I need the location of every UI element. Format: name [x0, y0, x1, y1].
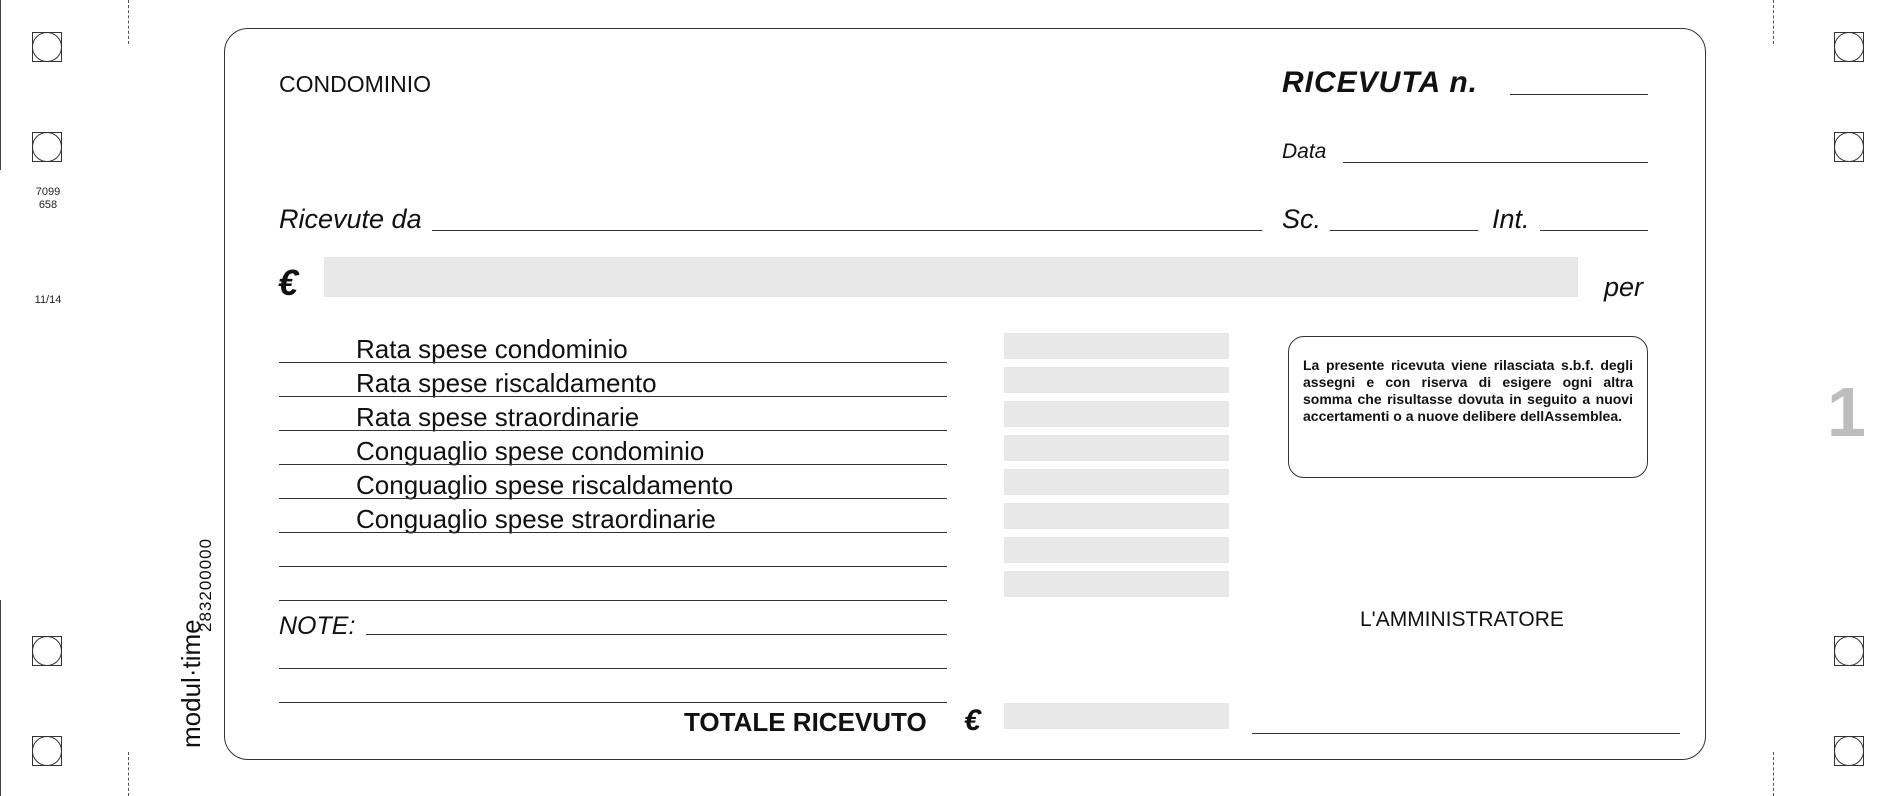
item-line: [279, 464, 947, 465]
receipt-title: RICEVUTA n.: [1282, 66, 1478, 99]
punch-hole-icon: [32, 736, 62, 766]
tear-line-left-bottom: [128, 752, 129, 796]
legal-notice-text: La presente ricevuta viene rilasciata s.b.f. degli assegni e con riserva di esigere ogni altra somma che risultasse dovuta in seguito a nuovi accertamenti o a nuove delibere dellAssemblea.: [1303, 357, 1633, 424]
received-from-field[interactable]: [432, 230, 1262, 231]
date-field[interactable]: [1343, 162, 1648, 163]
item-line-blank[interactable]: [279, 600, 947, 601]
total-label: TOTALE RICEVUTO: [684, 707, 927, 737]
item-line: [279, 362, 947, 363]
amount-box[interactable]: [1004, 367, 1229, 393]
left-edge-line: [0, 0, 1, 170]
receipt-number-field[interactable]: [1510, 94, 1648, 95]
item-label: Rata spese condominio: [356, 334, 628, 364]
sc-label: Sc.: [1282, 204, 1322, 234]
item-line: [279, 532, 947, 533]
punch-hole-icon: [1834, 636, 1864, 666]
notes-line[interactable]: [279, 668, 947, 669]
notes-field[interactable]: [366, 634, 947, 635]
item-line-blank[interactable]: [279, 566, 947, 567]
euro-symbol: €: [278, 262, 299, 303]
tear-line-right-top: [1773, 0, 1774, 44]
left-edge-line-bottom: [0, 600, 1, 796]
serial-number: 283200000: [196, 537, 215, 632]
notes-label: NOTE:: [279, 612, 356, 640]
amount-box[interactable]: [1004, 469, 1229, 495]
date-code: 11/14: [34, 294, 62, 306]
item-line: [279, 396, 947, 397]
item-line: [279, 498, 947, 499]
notes-line[interactable]: [279, 702, 947, 703]
item-line: [279, 430, 947, 431]
administrator-label: L'AMMINISTRATORE: [1360, 608, 1564, 631]
copy-number: 1: [1827, 373, 1866, 451]
amount-box[interactable]: [1004, 503, 1229, 529]
tear-line-right-bottom: [1773, 752, 1774, 796]
item-label: Conguaglio spese straordinarie: [356, 504, 716, 534]
form-code-top: 7099: [35, 186, 61, 198]
punch-hole-icon: [1834, 32, 1864, 62]
form-code: [28, 186, 68, 212]
punch-hole-icon: [32, 32, 62, 62]
legal-notice: [1288, 336, 1648, 478]
amount-box[interactable]: [1004, 571, 1229, 597]
item-label: Conguaglio spese condominio: [356, 436, 705, 466]
amount-box[interactable]: [1004, 435, 1229, 461]
punch-hole-icon: [1834, 736, 1864, 766]
total-euro-symbol: €: [964, 704, 981, 737]
total-amount-field[interactable]: [1004, 703, 1229, 729]
punch-hole-icon: [32, 132, 62, 162]
int-field[interactable]: [1540, 230, 1648, 231]
form-code-bottom: 658: [38, 199, 58, 211]
amount-box[interactable]: [1004, 333, 1229, 359]
brand-logo: modul·time: [176, 619, 206, 748]
tear-line-left-top: [128, 0, 129, 44]
punch-hole-icon: [1834, 132, 1864, 162]
sc-field[interactable]: [1330, 230, 1478, 231]
amount-box[interactable]: [1004, 401, 1229, 427]
administrator-signature-line[interactable]: [1252, 733, 1680, 734]
condominio-label: CONDOMINIO: [279, 71, 432, 97]
date-label: Data: [1282, 140, 1327, 163]
amount-in-words-field[interactable]: [324, 257, 1578, 297]
punch-hole-icon: [32, 636, 62, 666]
item-label: Rata spese riscaldamento: [356, 368, 657, 398]
item-label: Conguaglio spese riscaldamento: [356, 470, 734, 500]
item-label: Rata spese straordinarie: [356, 402, 640, 432]
amount-box[interactable]: [1004, 537, 1229, 563]
int-label: Int.: [1492, 204, 1530, 234]
received-from-label: Ricevute da: [279, 204, 422, 234]
per-label: per: [1604, 272, 1644, 302]
